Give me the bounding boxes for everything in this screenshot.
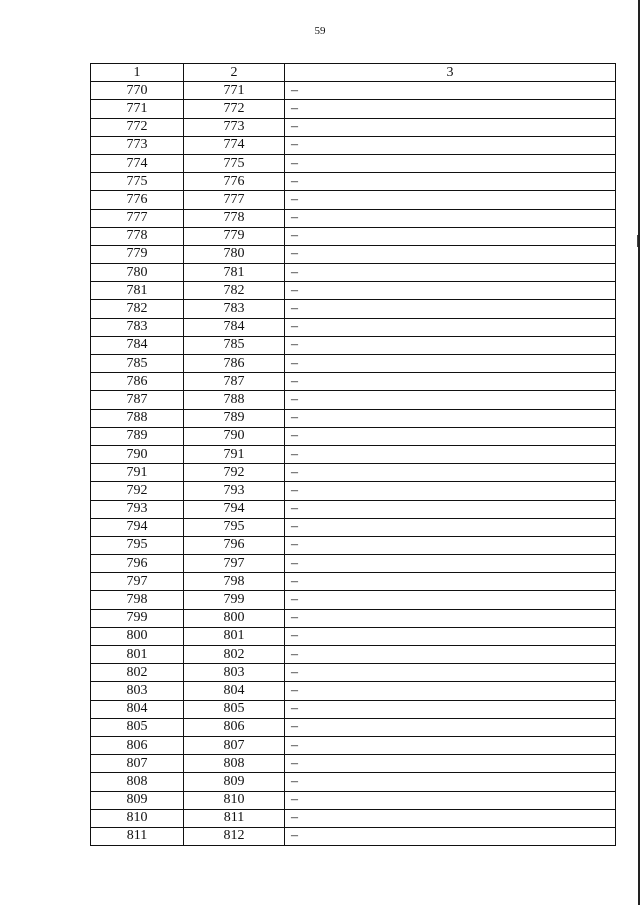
table-cell-col-2: 798	[184, 573, 285, 591]
table-cell-col-1: 783	[91, 318, 184, 336]
table-cell-col-1: 773	[91, 136, 184, 154]
table-row	[91, 264, 616, 282]
table-cell-col-3: –	[285, 646, 616, 664]
table-body	[91, 82, 616, 846]
table-cell-col-3: –	[285, 118, 616, 136]
table-cell-col-3: –	[285, 464, 616, 482]
table-row	[91, 664, 616, 682]
table-cell-col-3: –	[285, 300, 616, 318]
data-table	[90, 63, 616, 846]
table-cell-col-1: 791	[91, 464, 184, 482]
table-row	[91, 300, 616, 318]
table-cell-col-3: –	[285, 809, 616, 827]
table-cell-col-3: –	[285, 773, 616, 791]
table-row	[91, 191, 616, 209]
table-cell-col-3: –	[285, 264, 616, 282]
table-cell-col-1: 788	[91, 409, 184, 427]
table-cell-col-3: –	[285, 791, 616, 809]
table-cell-col-2: 792	[184, 464, 285, 482]
table-cell-col-2: 802	[184, 646, 285, 664]
table-cell-col-2: 785	[184, 336, 285, 354]
table-row	[91, 791, 616, 809]
table-cell-col-3: –	[285, 445, 616, 463]
table-cell-col-1: 793	[91, 500, 184, 518]
table-cell-col-2: 780	[184, 245, 285, 263]
table-cell-col-1: 796	[91, 555, 184, 573]
table-cell-col-2: 783	[184, 300, 285, 318]
table-cell-col-3: –	[285, 391, 616, 409]
table-cell-col-3: –	[285, 100, 616, 118]
table-row	[91, 773, 616, 791]
table-cell-col-2: 781	[184, 264, 285, 282]
table-row	[91, 518, 616, 536]
table-header	[91, 64, 616, 82]
table-cell-col-1: 790	[91, 445, 184, 463]
page-edge-mark	[637, 235, 638, 247]
table-row	[91, 718, 616, 736]
table-cell-col-3: –	[285, 627, 616, 645]
table-cell-col-2: 793	[184, 482, 285, 500]
table-cell-col-3: –	[285, 536, 616, 554]
table-row	[91, 646, 616, 664]
table-cell-col-1: 803	[91, 682, 184, 700]
table-cell-col-2: 807	[184, 736, 285, 754]
table-cell-col-2: 799	[184, 591, 285, 609]
table-cell-col-2: 782	[184, 282, 285, 300]
table-cell-col-1: 799	[91, 609, 184, 627]
table-cell-col-1: 797	[91, 573, 184, 591]
table-row	[91, 809, 616, 827]
table-cell-col-2: 805	[184, 700, 285, 718]
table-cell-col-3: –	[285, 736, 616, 754]
table-cell-col-2: 778	[184, 209, 285, 227]
table-cell-col-1: 800	[91, 627, 184, 645]
table-cell-col-2: 786	[184, 355, 285, 373]
table-cell-col-2: 779	[184, 227, 285, 245]
table-cell-col-2: 795	[184, 518, 285, 536]
table-row	[91, 591, 616, 609]
table-row	[91, 627, 616, 645]
table-cell-col-2: 788	[184, 391, 285, 409]
table-cell-col-1: 774	[91, 154, 184, 172]
table-cell-col-3: –	[285, 173, 616, 191]
table-row	[91, 555, 616, 573]
table-cell-col-3: –	[285, 664, 616, 682]
table-row	[91, 391, 616, 409]
table-row	[91, 209, 616, 227]
table-cell-col-3: –	[285, 555, 616, 573]
table-cell-col-1: 789	[91, 427, 184, 445]
table-cell-col-3: –	[285, 355, 616, 373]
table-cell-col-1: 779	[91, 245, 184, 263]
table-cell-col-1: 777	[91, 209, 184, 227]
table-cell-col-1: 811	[91, 827, 184, 845]
table-cell-col-1: 787	[91, 391, 184, 409]
table-cell-col-1: 792	[91, 482, 184, 500]
table-row	[91, 154, 616, 172]
table-cell-col-2: 797	[184, 555, 285, 573]
table-cell-col-3: –	[285, 609, 616, 627]
table-row	[91, 755, 616, 773]
table-row	[91, 482, 616, 500]
table-cell-col-1: 786	[91, 373, 184, 391]
table-cell-col-2: 810	[184, 791, 285, 809]
table-cell-col-1: 809	[91, 791, 184, 809]
table-row	[91, 500, 616, 518]
table-cell-col-2: 800	[184, 609, 285, 627]
table-cell-col-1: 806	[91, 736, 184, 754]
table-cell-col-3: –	[285, 245, 616, 263]
table-cell-col-1: 770	[91, 82, 184, 100]
table-cell-col-3: –	[285, 700, 616, 718]
table-cell-col-2: 790	[184, 427, 285, 445]
table-cell-col-3: –	[285, 518, 616, 536]
header-col-2: 2	[184, 64, 285, 82]
header-row	[91, 64, 616, 82]
table-row	[91, 464, 616, 482]
table-cell-col-3: –	[285, 318, 616, 336]
table-cell-col-3: –	[285, 191, 616, 209]
page-number: 59	[314, 25, 326, 37]
table-cell-col-3: –	[285, 282, 616, 300]
table-cell-col-2: 809	[184, 773, 285, 791]
table-row	[91, 355, 616, 373]
table-cell-col-1: 778	[91, 227, 184, 245]
table-cell-col-2: 801	[184, 627, 285, 645]
table-cell-col-2: 775	[184, 154, 285, 172]
table-cell-col-2: 803	[184, 664, 285, 682]
table-cell-col-1: 780	[91, 264, 184, 282]
table-cell-col-2: 776	[184, 173, 285, 191]
table-cell-col-1: 781	[91, 282, 184, 300]
table-cell-col-3: –	[285, 755, 616, 773]
table-cell-col-3: –	[285, 154, 616, 172]
table-cell-col-2: 804	[184, 682, 285, 700]
table-cell-col-1: 801	[91, 646, 184, 664]
table-cell-col-2: 811	[184, 809, 285, 827]
table-cell-col-1: 772	[91, 118, 184, 136]
table-row	[91, 118, 616, 136]
table-cell-col-1: 805	[91, 718, 184, 736]
table-cell-col-2: 812	[184, 827, 285, 845]
table-row	[91, 827, 616, 845]
table-row	[91, 409, 616, 427]
table-row	[91, 427, 616, 445]
table-cell-col-2: 771	[184, 82, 285, 100]
table-cell-col-2: 777	[184, 191, 285, 209]
table-cell-col-2: 787	[184, 373, 285, 391]
table-cell-col-2: 794	[184, 500, 285, 518]
table-cell-col-2: 796	[184, 536, 285, 554]
table-cell-col-2: 808	[184, 755, 285, 773]
table-cell-col-1: 771	[91, 100, 184, 118]
table-cell-col-2: 791	[184, 445, 285, 463]
table-cell-col-1: 785	[91, 355, 184, 373]
table-row	[91, 173, 616, 191]
table-cell-col-3: –	[285, 591, 616, 609]
table-cell-col-2: 773	[184, 118, 285, 136]
table-cell-col-2: 789	[184, 409, 285, 427]
table-row	[91, 100, 616, 118]
table-row	[91, 82, 616, 100]
table-row	[91, 445, 616, 463]
table-row	[91, 136, 616, 154]
table-cell-col-3: –	[285, 482, 616, 500]
table-cell-col-3: –	[285, 136, 616, 154]
table-cell-col-3: –	[285, 409, 616, 427]
header-col-1: 1	[91, 64, 184, 82]
table-cell-col-1: 804	[91, 700, 184, 718]
table-cell-col-3: –	[285, 682, 616, 700]
table-cell-col-3: –	[285, 227, 616, 245]
table-cell-col-3: –	[285, 373, 616, 391]
table-cell-col-1: 798	[91, 591, 184, 609]
table-row	[91, 609, 616, 627]
table-cell-col-3: –	[285, 827, 616, 845]
table-cell-col-1: 776	[91, 191, 184, 209]
table-row	[91, 282, 616, 300]
table-row	[91, 373, 616, 391]
table-cell-col-3: –	[285, 82, 616, 100]
table-cell-col-1: 802	[91, 664, 184, 682]
table-cell-col-1: 807	[91, 755, 184, 773]
table-cell-col-1: 795	[91, 536, 184, 554]
table-cell-col-2: 806	[184, 718, 285, 736]
table-row	[91, 736, 616, 754]
table-row	[91, 573, 616, 591]
table-cell-col-1: 810	[91, 809, 184, 827]
table-cell-col-1: 808	[91, 773, 184, 791]
table-cell-col-2: 774	[184, 136, 285, 154]
table-cell-col-3: –	[285, 209, 616, 227]
table-row	[91, 227, 616, 245]
table-cell-col-1: 794	[91, 518, 184, 536]
table-row	[91, 318, 616, 336]
table-cell-col-2: 772	[184, 100, 285, 118]
table-cell-col-3: –	[285, 573, 616, 591]
table-cell-col-3: –	[285, 427, 616, 445]
table-row	[91, 336, 616, 354]
header-col-3: 3	[285, 64, 616, 82]
table-cell-col-3: –	[285, 718, 616, 736]
table-row	[91, 682, 616, 700]
table-row	[91, 700, 616, 718]
table-cell-col-1: 775	[91, 173, 184, 191]
table-cell-col-3: –	[285, 500, 616, 518]
table-cell-col-3: –	[285, 336, 616, 354]
table-cell-col-1: 782	[91, 300, 184, 318]
table-row	[91, 245, 616, 263]
table-cell-col-1: 784	[91, 336, 184, 354]
table-row	[91, 536, 616, 554]
table-cell-col-2: 784	[184, 318, 285, 336]
